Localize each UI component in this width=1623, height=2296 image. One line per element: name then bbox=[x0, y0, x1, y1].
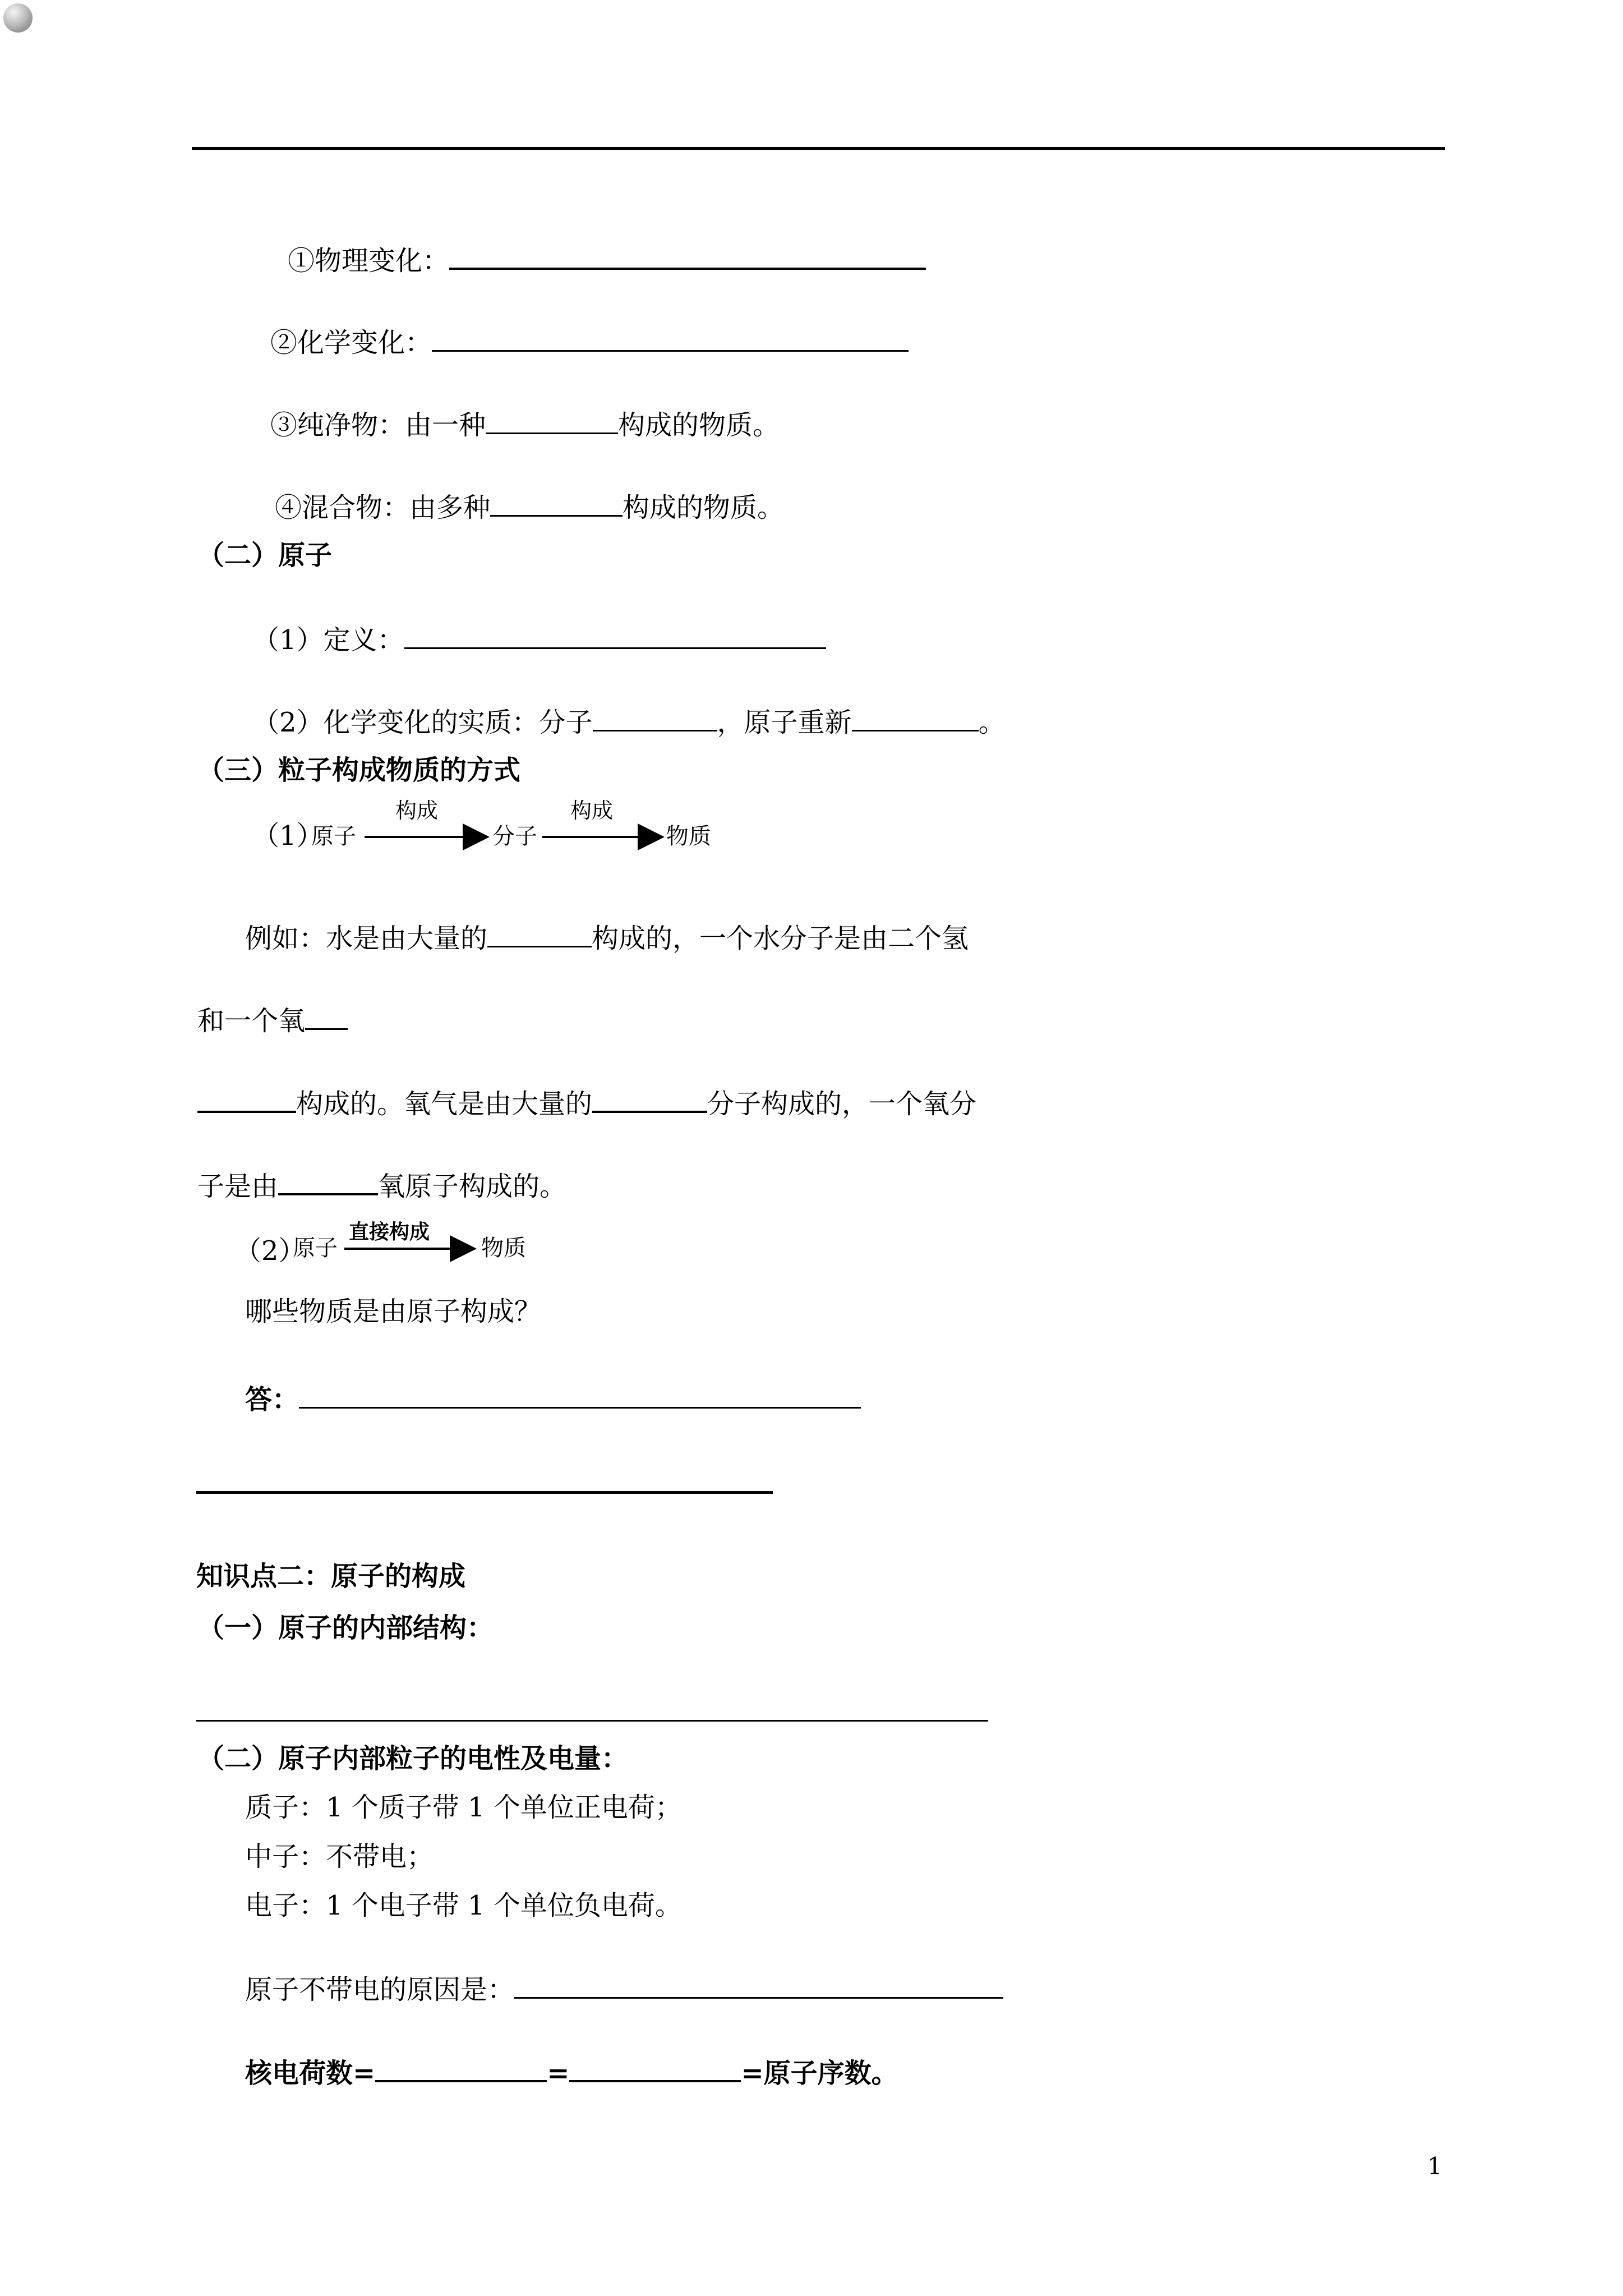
mixture-text-b: 构成的物质。 bbox=[623, 492, 785, 523]
nuclear-charge-line bbox=[245, 2054, 898, 2090]
diagram2-arrow-label: 直接构成 bbox=[349, 1221, 430, 1244]
answer-continuation-blank[interactable] bbox=[196, 1491, 773, 1494]
physical-change-blank[interactable] bbox=[449, 242, 926, 270]
case2-label: （2） bbox=[234, 1235, 306, 1267]
physical-change-line bbox=[288, 242, 926, 278]
atom-molecule-matter-diagram bbox=[311, 795, 726, 857]
diagram1-atom: 原子 bbox=[311, 823, 356, 849]
neutral-reason-blank[interactable] bbox=[514, 1971, 1003, 1999]
example-blank-oxygen-atoms[interactable] bbox=[278, 1167, 378, 1195]
example-line-1-text-a: 例如：水是由大量的 bbox=[245, 923, 488, 954]
example-line-4-text-a: 子是由 bbox=[197, 1171, 279, 1202]
chemical-change-label: ②化学变化： bbox=[270, 327, 432, 358]
atom-matter-question: 哪些物质是由原子构成？ bbox=[245, 1296, 542, 1327]
example-blank-oxygen-molecule[interactable] bbox=[592, 1085, 707, 1113]
chemical-change-line bbox=[270, 324, 909, 360]
proton-line: 质子：1 个质子带 1 个单位正电荷； bbox=[245, 1792, 682, 1823]
answer-blank[interactable] bbox=[299, 1381, 861, 1409]
internal-structure-blank[interactable] bbox=[196, 1720, 988, 1722]
mixture-blank[interactable] bbox=[490, 489, 623, 517]
neutral-reason-label: 原子不带电的原因是： bbox=[245, 1974, 515, 2005]
example-line-3 bbox=[197, 1085, 976, 1121]
answer-line bbox=[245, 1381, 861, 1416]
diagram2-matter: 物质 bbox=[481, 1235, 526, 1261]
example-line-3-text-b: 分子构成的，一个氧分 bbox=[707, 1088, 977, 1120]
atom-definition-blank[interactable] bbox=[404, 622, 826, 649]
atom-heading: （二）原子 bbox=[197, 540, 333, 571]
example-blank-atom[interactable] bbox=[197, 1085, 296, 1113]
kp2-heading: 知识点二：原子的构成 bbox=[196, 1561, 466, 1592]
example-line-1-text-b: 构成的，一个水分子是由二个氢 bbox=[592, 923, 969, 954]
example-line-2-text: 和一个氧 bbox=[197, 1005, 306, 1037]
nuclear-charge-text-b: = bbox=[547, 2058, 570, 2089]
chemical-change-blank[interactable] bbox=[432, 324, 909, 352]
nuclear-charge-text-c: =原子序数。 bbox=[741, 2058, 898, 2089]
kp2-sub1: （一）原子的内部结构： bbox=[197, 1612, 494, 1644]
nuclear-charge-text-a: 核电荷数= bbox=[245, 2058, 376, 2089]
diagram1-matter: 物质 bbox=[666, 823, 711, 849]
diagram1-arrow-label-1: 构成 bbox=[395, 798, 439, 823]
nuclear-charge-blank-2[interactable] bbox=[569, 2054, 741, 2082]
example-blank-oxygen-short[interactable] bbox=[305, 1002, 348, 1030]
neutral-reason-line bbox=[245, 1971, 1003, 2007]
example-blank-water[interactable] bbox=[487, 920, 592, 947]
header-rule bbox=[192, 147, 1445, 150]
example-line-2 bbox=[197, 1002, 348, 1038]
answer-label: 答： bbox=[245, 1384, 299, 1415]
neutron-line: 中子：不带电； bbox=[245, 1841, 434, 1872]
example-line-1 bbox=[245, 920, 969, 955]
pure-substance-line bbox=[270, 407, 780, 442]
chemical-essence-blank-2[interactable] bbox=[852, 704, 979, 731]
pure-substance-text-b: 构成的物质。 bbox=[618, 409, 780, 441]
example-line-3-text-a: 构成的。氧气是由大量的 bbox=[296, 1088, 593, 1120]
pure-substance-blank[interactable] bbox=[486, 407, 618, 434]
diagram1-arrow-label-2: 构成 bbox=[570, 798, 614, 823]
page-number: 1 bbox=[1427, 2152, 1442, 2180]
case1-label: （1） bbox=[252, 820, 324, 852]
diagram2-atom: 原子 bbox=[293, 1235, 338, 1261]
chemical-essence-text-a: （2）化学变化的实质：分子 bbox=[252, 707, 593, 738]
example-line-4 bbox=[197, 1167, 566, 1203]
mixture-line bbox=[275, 489, 784, 524]
corner-orb-icon bbox=[3, 3, 33, 33]
example-line-4-text-b: 氧原子构成的。 bbox=[378, 1171, 567, 1202]
diagram1-molecule: 分子 bbox=[492, 823, 537, 849]
chemical-essence-blank-1[interactable] bbox=[593, 704, 717, 731]
chemical-essence-text-b: ，原子重新 bbox=[717, 707, 852, 738]
atom-direct-matter-diagram bbox=[293, 1216, 540, 1272]
mixture-text-a: ④混合物：由多种 bbox=[275, 492, 491, 523]
pure-substance-text-a: ③纯净物：由一种 bbox=[270, 409, 486, 441]
atom-definition-line bbox=[252, 622, 826, 657]
physical-change-label: ①物理变化： bbox=[288, 245, 450, 277]
electron-line: 电子：1 个电子带 1 个单位负电荷。 bbox=[245, 1890, 682, 1921]
chemical-essence-line bbox=[252, 704, 1006, 739]
chemical-essence-text-c: 。 bbox=[978, 707, 1006, 738]
kp2-sub2: （二）原子内部粒子的电性及电量： bbox=[197, 1743, 629, 1774]
atom-definition-label: （1）定义： bbox=[252, 624, 404, 656]
particle-heading: （三）粒子构成物质的方式 bbox=[197, 754, 521, 786]
nuclear-charge-blank-1[interactable] bbox=[375, 2054, 547, 2082]
